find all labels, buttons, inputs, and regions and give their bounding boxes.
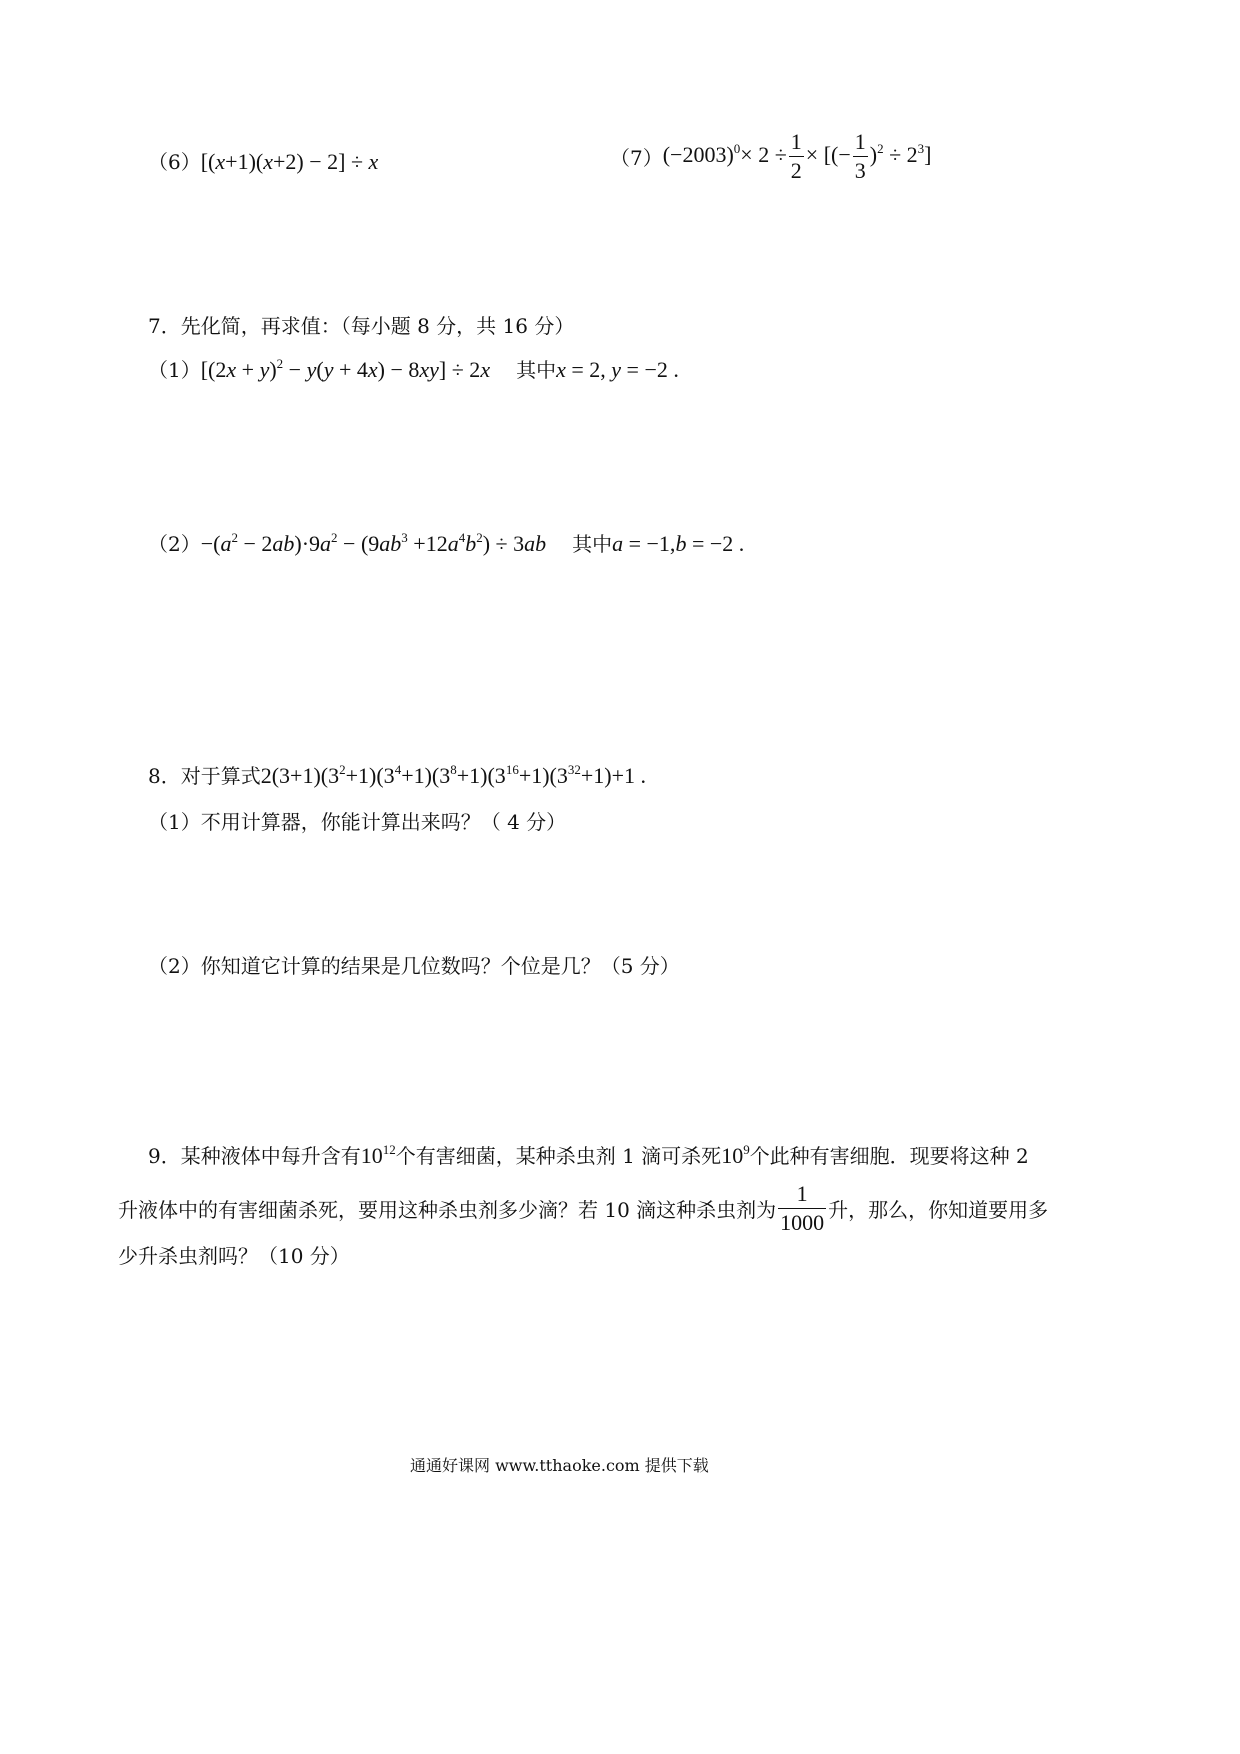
section-9-line-2: 升液体中的有害细菌杀死，要用这种杀虫剂多少滴？若 10 滴这种杀虫剂为 $\frac{1}{1000}$ 升，那么，你知道要用多 — [118, 1181, 1049, 1235]
section-7-problem-2: $(2)-(a^2 - 2ab)\cdot 9a^2 - (9ab^3 +12a^4b^2) \div 3ab$ 其中a = −1,b = −2 . — [148, 530, 745, 556]
problem-6 — [148, 146, 378, 175]
problem-7-expression: $(-2003)^0\times 2$ ÷ $\frac{1}{2}$ × [(− $\frac{1}{3}$ )$^2 \div 2^3$] — [662, 129, 932, 183]
fraction-one-half: $\frac{1}{2}$ — [790, 129, 802, 183]
problem-6-label: （6） — [148, 150, 201, 174]
problem-7 — [610, 128, 931, 185]
page-footer: 通通好课网 www.tthaoke.com 提供下载 — [410, 1456, 709, 1475]
problem-6-expression: [(x+1)(x+2) − 2] ÷ x — [200, 149, 379, 174]
section-9-line-3: 少升杀虫剂吗？（10 分） — [118, 1244, 350, 1268]
problem-7-label: （7） — [610, 146, 663, 170]
section-8-question-2: （2）你知道它计算的结果是几位数吗？个位是几？（5 分） — [148, 954, 680, 978]
fraction-one-thousandth: $\frac{1}{1000}$ — [780, 1181, 825, 1235]
fraction-one-third: $\frac{1}{3}$ — [854, 129, 866, 183]
section-9-line-1: 9．某种液体中每升含有$10^{12}$个有害细菌，某种杀虫剂 1 滴可杀死$10^9$个此种有害细胞．现要将这种 2 — [148, 1142, 1029, 1168]
section-7-problem-1: $(1)[(2x + y)^2 - y(y + 4x) - 8xy] \div 2x$ 其中x = 2, y = −2 . — [148, 356, 679, 382]
section-8-title: 8．对于算式$2(3+1)(3^2+1)(3^4+1)(3^8+1)(3^{16}+1)(3^{32}+1)+1$ . — [148, 762, 647, 788]
section-8-question-1: （1）不用计算器，你能计算出来吗？（ 4 分） — [148, 810, 567, 834]
section-7-title: 7．先化简，再求值：（每小题 8 分，共 16 分） — [148, 314, 575, 338]
